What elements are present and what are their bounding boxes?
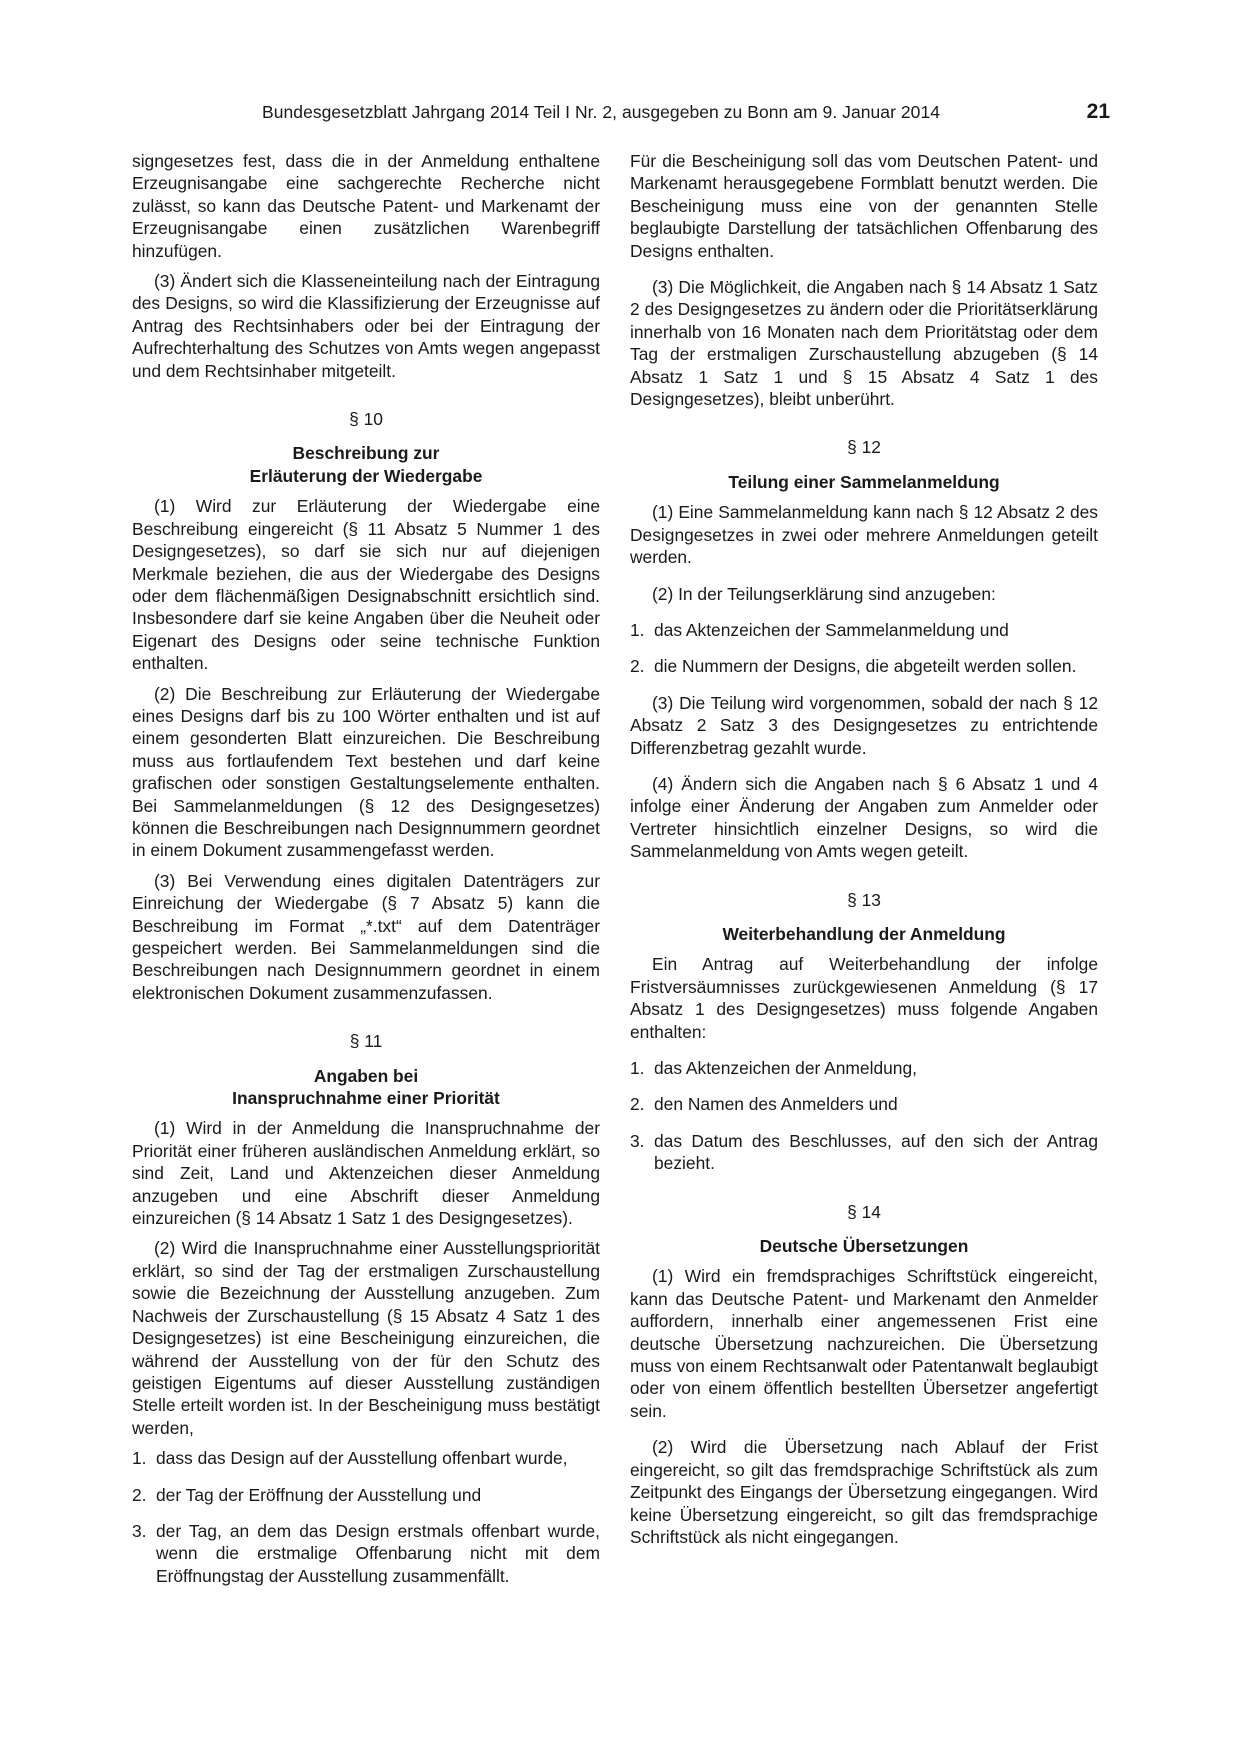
section-11-title-line-2: Inanspruchnahme einer Priorität — [232, 1088, 500, 1109]
list-item-number: 2. — [132, 1484, 147, 1505]
section-13-paragraph-1: Ein Antrag auf Weiterbehandlung der infolge Fristversäumnisses zurückgewiesenen Anmeldung (§ 17 Absatz 1 des Designgesetzes) muss folgende Angaben enthalten: — [630, 954, 1098, 1042]
list-item-text: dass das Design auf der Ausstellung offenbart wurde, — [156, 1448, 568, 1469]
section-14-number: § 14 — [847, 1201, 881, 1222]
section-11-paragraph-1: (1) Wird in der Anmeldung die Inanspruchnahme der Priorität einer früheren ausländischen Anmeldung erklärt, so sind Zeit, Land und Aktenzeichen dieser Anmeldung anzugeben und eine Abschrift dieser Anmeldung einzureichen (§ 14 Absatz 1 Satz 1 des Designgesetzes). — [132, 1118, 600, 1229]
list-item-number: 2. — [630, 656, 645, 677]
page-header — [132, 100, 1110, 130]
section-13-number: § 13 — [847, 889, 881, 910]
page-number: 21 — [1086, 100, 1110, 123]
list-item — [630, 655, 1098, 677]
list-item-text: den Namen des Anmelders und — [654, 1094, 898, 1115]
list-item-text: die Nummern der Designs, die abgeteilt werden sollen. — [654, 656, 1077, 677]
section-14-paragraph-1: (1) Wird ein fremdsprachiges Schriftstück eingereicht, kann das Deutsche Patent- und Markenamt den Anmelder auffordern, innerhalb einer angemessenen Frist eine deutsche Übersetzung nachzureichen. Die Übersetzung muss von einem Rechtsanwalt oder Patentanwalt beglaubigt oder von einem öffentlich bestellten Übersetzer angefertigt sein. — [630, 1266, 1098, 1421]
list-item-number: 3. — [630, 1130, 645, 1151]
paragraph-intro: signgesetzes fest, dass die in der Anmeldung enthaltene Erzeugnisangabe eine sachgerechte Recherche nicht zulässt, so kann das Deutsche Patent- und Markenamt der Erzeugnisangabe einen zusätzlichen Warenbegriff hinzufügen. — [132, 151, 600, 261]
list-item-number: 1. — [630, 1058, 645, 1078]
section-13-title: Weiterbehandlung der Anmeldung — [722, 923, 1006, 944]
section-12-number: § 12 — [847, 437, 881, 458]
section-11-number: § 11 — [349, 1031, 383, 1052]
list-item — [630, 619, 1098, 641]
section-11-paragraph-2: (2) Wird die Inanspruchnahme einer Ausstellungspriorität erklärt, so sind der Tag der erstmaligen Zurschaustellung sowie die Bezeichnung der Ausstellung anzugeben. Zum Nachweis der Zurschaustellung (§ 15 Absatz 4 Satz 1 des Designgesetzes) ist eine Bescheinigung einzureichen, die während der Ausstellung von der für den Schutz des geistigen Eigentums auf dieser Ausstellung zuständigen Stelle erteilt worden ist. In der Bescheinigung muss bestätigt werden, — [132, 1238, 600, 1438]
section-10-title-line-1: Beschreibung zur — [292, 443, 440, 464]
list-item-number: 1. — [630, 619, 645, 640]
section-10-title-line-2: Erläuterung der Wiedergabe — [249, 465, 483, 486]
list-item — [630, 1057, 1098, 1079]
paragraph-9-3: (3) Ändert sich die Klasseneinteilung nach der Eintragung des Designs, so wird die Klassifizierung der Erzeugnisse auf Antrag des Rechtsinhabers oder bei der Eintragung der Aufrechterhaltung des Schutzes von Amts wegen angepasst und dem Rechtsinhaber mitgeteilt. — [132, 271, 600, 381]
section-12-paragraph-2: (2) In der Teilungserklärung sind anzugeben: — [652, 583, 996, 604]
list-item — [132, 1484, 600, 1506]
list-item-text: der Tag der Eröffnung der Ausstellung und — [156, 1484, 482, 1505]
section-11-title — [132, 1065, 600, 1110]
list-item-text: das Aktenzeichen der Sammelanmeldung und — [654, 619, 1009, 640]
section-13-list — [630, 1057, 1098, 1175]
section-11-list — [132, 1447, 600, 1587]
list-item-text: das Datum des Beschlusses, auf den sich der Antrag bezieht. — [654, 1130, 1098, 1174]
section-10-number: § 10 — [349, 409, 383, 430]
right-column — [630, 150, 1098, 1562]
list-item — [132, 1520, 600, 1587]
section-12-paragraph-1: (1) Eine Sammelanmeldung kann nach § 12 Absatz 2 des Designgesetzes in zwei oder mehrere Anmeldungen geteilt werden. — [630, 502, 1098, 568]
list-item — [630, 1093, 1098, 1115]
list-item-number: 2. — [630, 1094, 645, 1115]
section-11-title-line-1: Angaben bei — [313, 1065, 419, 1086]
paragraph-continuation: Für die Bescheinigung soll das vom Deutschen Patent- und Markenamt herausgegebene Formblatt benutzt werden. Die Bescheinigung muss eine von der genannten Stelle beglaubigte Darstellung der tatsächlichen Offenbarung des Designs enthalten. — [630, 151, 1098, 261]
list-item-number: 1. — [132, 1448, 147, 1469]
section-14-paragraph-2: (2) Wird die Übersetzung nach Ablauf der Frist eingereicht, so gilt das fremdsprachige Schriftstück als zum Zeitpunkt des Eingangs der Übersetzung eingegangen. Wird keine Übersetzung eingereicht, so gilt das fremdsprachige Schriftstück als nicht eingegangen. — [630, 1437, 1098, 1547]
section-10-paragraph-2: (2) Die Beschreibung zur Erläuterung der Wiedergabe eines Designs darf bis zu 100 Wörter enthalten und ist auf einem gesonderten Blatt einzureichen. Die Beschreibung muss aus fortlaufendem Text bestehen und darf keine grafischen oder sonstigen Gestaltungselemente enthalten. Bei Sammelanmeldungen (§ 12 des Designgesetzes) können die Beschreibungen nach Designnummern geordnet in einem Dokument zusammengefasst werden. — [132, 683, 600, 861]
list-item-number: 3. — [132, 1520, 147, 1541]
section-12-title: Teilung einer Sammelanmeldung — [728, 471, 1000, 492]
section-10-paragraph-1: (1) Wird zur Erläuterung der Wiedergabe eine Beschreibung eingereicht (§ 11 Absatz 5 Nummer 1 des Designgesetzes), so darf sie sich nur auf diejenigen Merkmale beziehen, die aus der Wiedergabe des Designs oder dem flächenmäßigen Designabschnitt ersichtlich sind. Insbesondere darf sie keine Angaben über die Neuheit oder Eigenart des Designs oder seine technische Funktion enthalten. — [132, 496, 600, 674]
section-12-paragraph-3: (3) Die Teilung wird vorgenommen, sobald der nach § 12 Absatz 2 Satz 3 des Designgesetzes zu entrichtende Differenzbetrag gezahlt wurde. — [630, 692, 1098, 758]
section-12-list — [630, 619, 1098, 678]
list-item — [132, 1447, 600, 1469]
section-12-paragraph-4: (4) Ändern sich die Angaben nach § 6 Absatz 1 und 4 infolge einer Änderung der Angaben zum Anmelder oder Vertreter hinsichtlich einzelner Designs, so wird die Sammelanmeldung von Amts wegen geteilt. — [630, 773, 1098, 862]
section-14-title: Deutsche Übersetzungen — [759, 1236, 969, 1257]
list-item — [630, 1130, 1098, 1175]
list-item-text: das Aktenzeichen der Anmeldung, — [654, 1058, 917, 1078]
section-10-paragraph-3: (3) Bei Verwendung eines digitalen Datenträgers zur Einreichung der Wiedergabe (§ 7 Absatz 5) kann die Beschreibung im Format „*.txt“ auf dem Datenträger gespeichert werden. Bei Sammelanmeldungen sind die Beschreibungen nach Designnummern geordnet in einem elektronischen Dokument zusammenzufassen. — [132, 870, 600, 1003]
left-column — [132, 150, 600, 1601]
section-11-paragraph-3: (3) Die Möglichkeit, die Angaben nach § 14 Absatz 1 Satz 2 des Designgesetzes zu ändern oder die Prioritätserklärung innerhalb von 16 Monaten nach dem Prioritätstag oder dem Tag der erstmaligen Zurschaustellung abzugeben (§ 14 Absatz 1 Satz 1 und § 15 Absatz 4 Satz 1 des Designgesetzes), bleibt unberührt. — [630, 277, 1098, 410]
list-item-text: der Tag, an dem das Design erstmals offenbart wurde, wenn die erstmalige Offenbarung nicht mit dem Eröffnungstag der Ausstellung zusammenfällt. — [156, 1520, 600, 1586]
section-10-title — [132, 442, 600, 487]
header-title: Bundesgesetzblatt Jahrgang 2014 Teil I Nr. 2, ausgegeben zu Bonn am 9. Januar 2014 — [262, 102, 941, 122]
